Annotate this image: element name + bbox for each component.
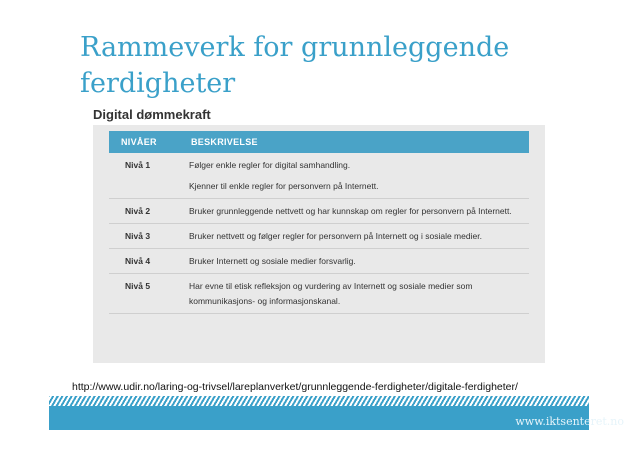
- description-line: Bruker Internett og sosiale medier forsvarlig.: [189, 256, 356, 266]
- level-cell: Nivå 4: [109, 249, 179, 274]
- description-line: Følger enkle regler for digital samhandling.: [189, 160, 351, 170]
- footer-site-link[interactable]: www.iktsenteret.no: [515, 415, 624, 428]
- table-header-row: [109, 131, 529, 153]
- description-line: Bruker grunnleggende nettvett og har kunnskap om regler for personvern på Internett.: [189, 206, 512, 216]
- description-cell: [179, 153, 529, 199]
- table-row: [109, 199, 529, 224]
- table-row: [109, 274, 529, 314]
- footer-bar: [49, 406, 589, 430]
- description-cell: [179, 199, 529, 224]
- description-cell: [179, 274, 529, 314]
- description-cell: [179, 249, 529, 274]
- level-cell: Nivå 2: [109, 199, 179, 224]
- table-row: [109, 153, 529, 199]
- header-description: BESKRIVELSE: [179, 131, 529, 153]
- level-cell: Nivå 1: [109, 153, 179, 199]
- level-cell: Nivå 5: [109, 274, 179, 314]
- table-subtitle: Digital dømmekraft: [93, 107, 211, 122]
- footer-band: [49, 396, 589, 430]
- description-line: Bruker nettvett og følger regler for personvern på Internett og i sosiale medier.: [189, 231, 482, 241]
- description-line: Har evne til etisk refleksjon og vurdering av Internett og sosiale medier som kommunikasjons- og informasjonskanal.: [189, 281, 473, 306]
- level-cell: Nivå 3: [109, 224, 179, 249]
- description-cell: [179, 224, 529, 249]
- source-link[interactable]: http://www.udir.no/laring-og-trivsel/lareplanverket/grunnleggende-ferdigheter/digitale-ferdigheter/: [72, 381, 518, 393]
- table-row: [109, 249, 529, 274]
- table-row: [109, 224, 529, 249]
- slide-title: Rammeverk for grunnleggende ferdigheter: [80, 32, 510, 99]
- levels-table: [109, 131, 529, 314]
- description-line: Kjenner til enkle regler for personvern på Internett.: [189, 181, 379, 191]
- header-levels: NIVÅER: [109, 131, 179, 153]
- table-panel: [93, 125, 545, 363]
